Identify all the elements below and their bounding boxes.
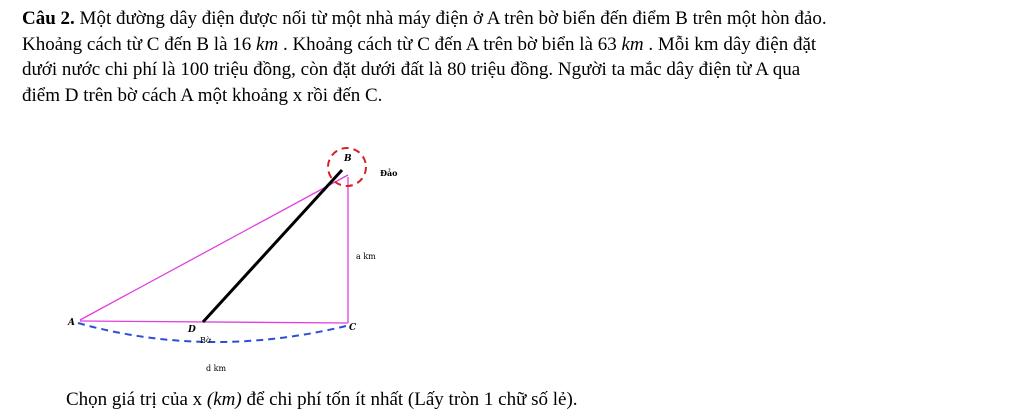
label-side-a: a km xyxy=(356,252,376,261)
segment-ab xyxy=(80,175,348,320)
unit-km-2: km xyxy=(621,33,644,55)
label-b: B xyxy=(344,154,352,164)
problem-line-4: điểm D trên bờ cách A một khoảng x rồi đến C. xyxy=(22,84,383,106)
label-side-d: d km xyxy=(206,364,227,373)
problem-text-2b: . Khoảng cách từ C đến A trên bờ biển là 63 xyxy=(278,33,622,55)
unit-km-1: km xyxy=(256,33,279,55)
question-prompt xyxy=(66,388,578,412)
question-number: Câu 2. xyxy=(22,8,75,29)
label-d: D xyxy=(188,325,196,335)
label-shore: Bờ xyxy=(200,336,211,345)
shore-dashed-arc xyxy=(78,323,350,342)
problem-statement xyxy=(22,6,1012,108)
prompt-text-after: để chi phí tốn ít nhất (Lấy tròn 1 chữ số lẻ). xyxy=(241,389,578,410)
problem-line-1 xyxy=(22,6,1012,32)
label-c: C xyxy=(349,323,357,333)
problem-text-1: Một đường dây điện được nối từ một nhà máy điện ở A trên bờ biển đến điểm B trên một hòn đảo. xyxy=(74,8,827,29)
problem-line-2 xyxy=(22,32,1012,58)
problem-text-2a: Khoảng cách từ C đến B là 16 xyxy=(22,33,257,55)
wire-db xyxy=(203,170,342,322)
label-a: A xyxy=(68,318,75,328)
label-island: Đảo xyxy=(380,168,398,178)
geometry-figure xyxy=(60,145,400,385)
prompt-text-before: Chọn giá trị của x xyxy=(66,389,207,410)
problem-line-3: dưới nước chi phí là 100 triệu đồng, còn đặt dưới đất là 80 triệu đồng. Người ta mắc dây điện từ A qua xyxy=(22,59,801,80)
prompt-unit: (km) xyxy=(206,389,242,410)
segment-ac xyxy=(80,321,348,323)
problem-text-2c: . Mỗi km dây điện đặt xyxy=(643,33,817,55)
